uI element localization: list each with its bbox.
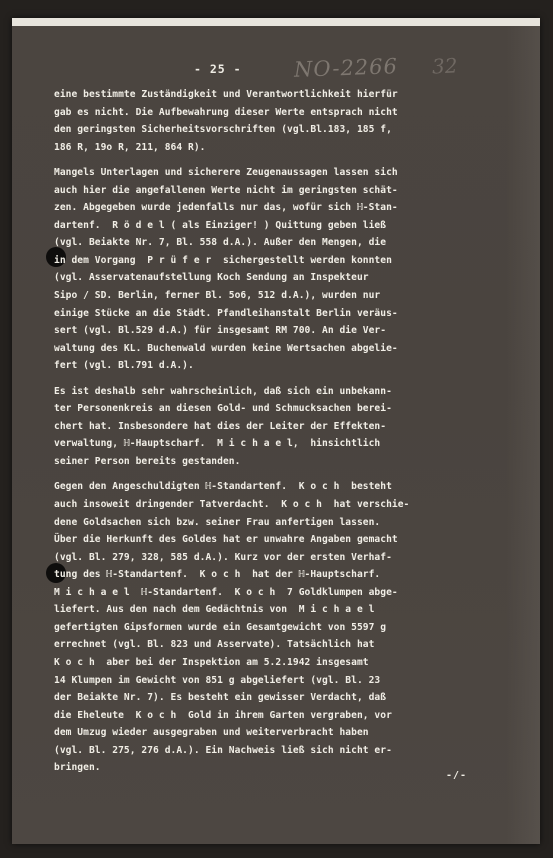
text-line: auch insoweit dringender Tatverdacht. K o c h hat verschie- xyxy=(54,499,410,511)
text-line: die Eheleute K o c h Gold in ihrem Garten vergraben, vor xyxy=(54,709,392,721)
page-header xyxy=(12,53,540,84)
text-line: chert hat. Insbesondere hat dies der Leiter der Effekten- xyxy=(54,420,387,432)
continuation-mark: -/- xyxy=(446,770,468,781)
paragraph xyxy=(54,86,512,156)
text-line: liefert. Aus den nach dem Gedächtnis von M i c h a e l xyxy=(54,604,375,616)
text-line: sert (vgl. Bl.529 d.A.) für insgesamt RM 700. An die Ver- xyxy=(54,325,387,337)
text-line: der Beiakte Nr. 7). Es besteht ein gewisser Verdacht, daß xyxy=(54,692,387,704)
text-line: Über die Herkunft des Goldes hat er unwahre Angaben gemacht xyxy=(54,534,398,546)
text-line: verwaltung, ℍ-Hauptscharf. M i c h a e l, hinsichtlich xyxy=(54,438,381,450)
text-line: Es ist deshalb sehr wahrscheinlich, daß sich ein unbekann- xyxy=(54,385,392,397)
text-line: den geringsten Sicherheitsvorschriften (vgl.Bl.183, 185 f, xyxy=(54,124,392,136)
folio-number: 32 xyxy=(431,53,459,79)
text-line: errechnet (vgl. Bl. 823 und Asservate). Tatsächlich hat xyxy=(54,639,375,651)
archive-stamp: NO-2266 xyxy=(293,54,399,82)
paragraph xyxy=(54,383,512,471)
text-line: gab es nicht. Die Aufbewahrung dieser Werte entsprach nicht xyxy=(54,106,398,118)
text-line: auch hier die angefallenen Werte nicht im geringsten schät- xyxy=(54,184,398,196)
text-line: fert (vgl. Bl.791 d.A.). xyxy=(54,360,194,372)
text-line: seiner Person bereits gestanden. xyxy=(54,455,241,467)
text-line: dene Goldsachen sich bzw. seiner Frau anfertigen lassen. xyxy=(54,516,381,528)
text-line: tung des ℍ-Standartenf. K o c h hat der ℍ-Hauptscharf. xyxy=(54,569,381,581)
text-line: (vgl. Beiakte Nr. 7, Bl. 558 d.A.). Außer den Mengen, die xyxy=(54,237,387,249)
text-line: 186 R, 19o R, 211, 864 R). xyxy=(54,141,206,153)
text-line: (vgl. Asservatenaufstellung Koch Sendung an Inspekteur xyxy=(54,272,369,284)
text-line: dem Umzug wieder ausgegraben und weiterverbracht haben xyxy=(54,727,369,739)
text-line: (vgl. Bl. 279, 328, 585 d.A.). Kurz vor der ersten Verhaf- xyxy=(54,551,392,563)
text-line: gefertigten Gipsformen wurde ein Gesamtgewicht von 5597 g xyxy=(54,621,387,633)
text-line: zen. Abgegeben wurde jedenfalls nur das, wofür sich ℍ-Stan- xyxy=(54,202,398,214)
text-line: eine bestimmte Zuständigkeit und Verantwortlichkeit hierfür xyxy=(54,89,398,100)
document-page xyxy=(12,18,540,844)
text-line: waltung des KL. Buchenwald wurden keine Wertsachen abgelie- xyxy=(54,342,398,354)
paper-top-edge xyxy=(12,18,540,26)
text-line: bringen. xyxy=(54,762,101,774)
text-line: Sipo / SD. Berlin, ferner Bl. 5o6, 512 d.A.), wurden nur xyxy=(54,290,381,302)
text-line: K o c h aber bei der Inspektion am 5.2.1942 insgesamt xyxy=(54,656,369,668)
text-line: (vgl. Bl. 275, 276 d.A.). Ein Nachweis ließ sich nicht er- xyxy=(54,744,392,756)
text-line: dartenf. R ö d e l ( als Einziger! ) Quittung geben ließ xyxy=(54,219,387,231)
text-line: in dem Vorgang P r ü f e r sichergestellt werden konnten xyxy=(54,254,392,266)
text-line: Gegen den Angeschuldigten ℍ-Standartenf. K o c h besteht xyxy=(54,481,392,493)
text-line: einige Stücke an die Städt. Pfandleihanstalt Berlin veräus- xyxy=(54,307,398,319)
text-line: M i c h a e l ℍ-Standartenf. K o c h 7 Goldklumpen abge- xyxy=(54,586,398,598)
paragraph xyxy=(54,478,512,776)
page-number: - 25 - xyxy=(194,62,242,76)
document-body xyxy=(54,86,512,785)
text-line: ter Personenkreis an diesen Gold- und Schmucksachen berei- xyxy=(54,403,392,415)
text-line: Mangels Unterlagen und sicherere Zeugenaussagen lassen sich xyxy=(54,167,398,179)
paragraph xyxy=(54,164,512,375)
text-line: 14 Klumpen im Gewicht von 851 g abgeliefert (vgl. Bl. 23 xyxy=(54,674,381,686)
